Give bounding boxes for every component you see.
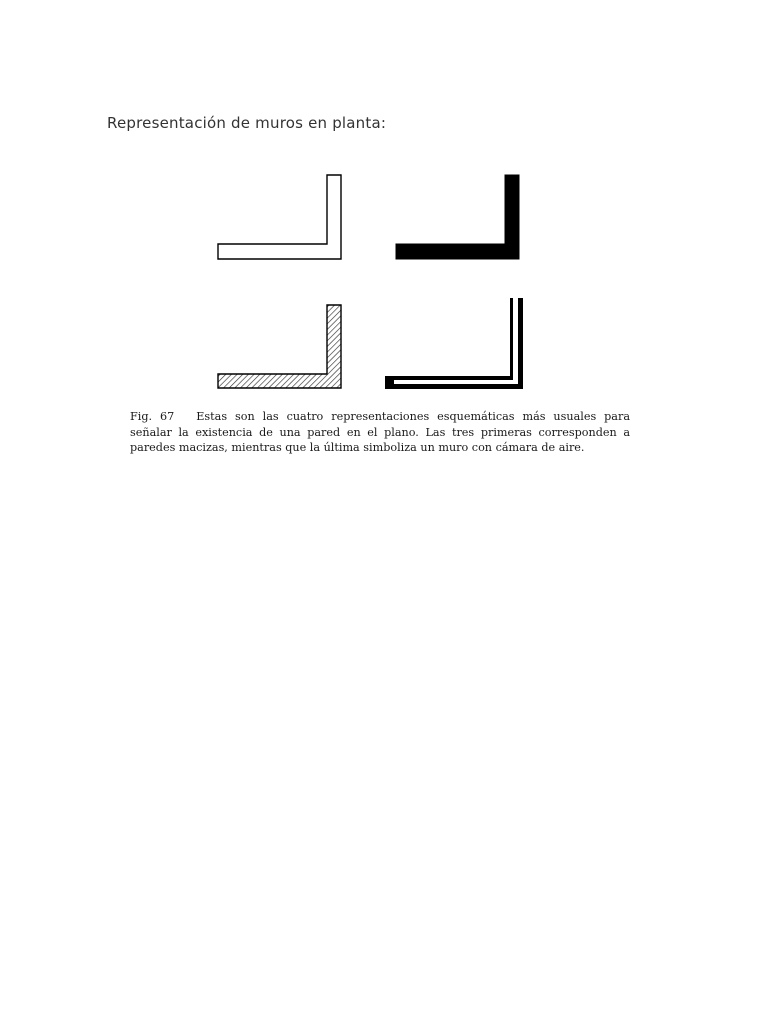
outline-wall-symbol <box>218 175 341 259</box>
figure-label: Fig. 67 <box>130 410 175 423</box>
figure-caption-text: Estas son las cuatro representaciones esquemáticas más usuales para señalar la existencia de una pared en el plano. Las tres primeras corresponden a paredes macizas, mientras que la última simboliza un muro con cámara de aire. <box>130 410 630 454</box>
hatched-wall-symbol <box>218 305 341 388</box>
solid-wall-symbol <box>396 175 519 259</box>
cavity-wall-inner-leaf <box>385 298 513 380</box>
figure-caption <box>130 409 630 456</box>
cavity-wall-symbol <box>385 298 523 389</box>
cavity-wall-outer-leaf <box>385 298 523 389</box>
page-heading: Representación de muros en planta: <box>107 114 387 132</box>
